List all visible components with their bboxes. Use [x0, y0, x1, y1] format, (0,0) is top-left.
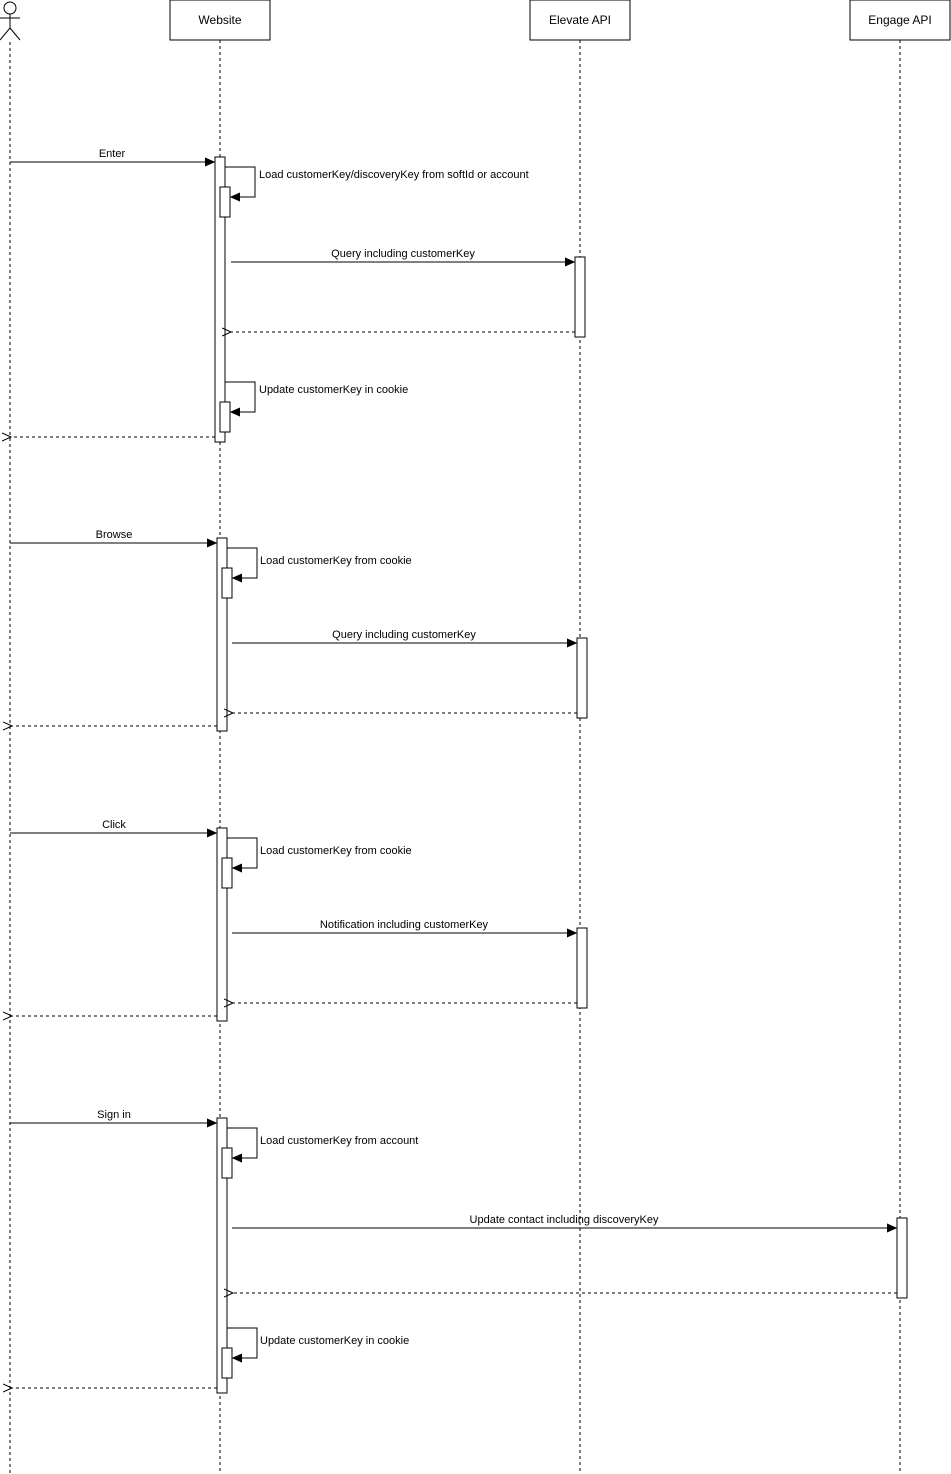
website-self-activation: [222, 858, 232, 888]
elevate-participant: [530, 0, 630, 40]
elevate-participant-label: Elevate API: [548, 13, 612, 27]
query1-label: Query including customerKey: [331, 248, 475, 260]
notification-label: Notification including customerKey: [319, 919, 489, 931]
website-self-activation: [222, 1348, 232, 1378]
query2-label: Query including customerKey: [332, 629, 476, 641]
signin-label: Sign in: [97, 1109, 131, 1121]
load-cookie1-label: Load customerKey from cookie: [260, 555, 412, 567]
website-self-activation: [220, 187, 230, 217]
engage-activation: [897, 1218, 907, 1298]
update-cookie2-label: Update customerKey in cookie: [260, 1335, 410, 1347]
website-self-activation: [222, 1148, 232, 1178]
website-self-activation: [220, 402, 230, 432]
load-cookie2-label: Load customerKey from cookie: [260, 845, 412, 857]
user-actor: [0, 2, 20, 40]
enter-label: Enter: [98, 148, 126, 160]
update-cookie1-label: Update customerKey in cookie: [259, 384, 409, 396]
browse-label: Browse: [95, 529, 133, 541]
load-soft-label: Load customerKey/discoveryKey from softId or account: [259, 169, 529, 181]
update-contact-label: Update contact including discoveryKey: [469, 1214, 659, 1226]
click-label: Click: [102, 819, 126, 831]
engage-participant-label: Engage API: [868, 13, 932, 27]
elevate-activation: [575, 257, 585, 337]
website-participant: [170, 0, 270, 40]
load-account-label: Load customerKey from account: [260, 1135, 419, 1147]
website-activation: [217, 538, 227, 731]
website-activation: [217, 828, 227, 1021]
engage-participant: [850, 0, 950, 40]
website-participant-label: Website: [198, 13, 242, 27]
elevate-activation: [577, 928, 587, 1008]
website-self-activation: [222, 568, 232, 598]
elevate-activation: [577, 638, 587, 718]
